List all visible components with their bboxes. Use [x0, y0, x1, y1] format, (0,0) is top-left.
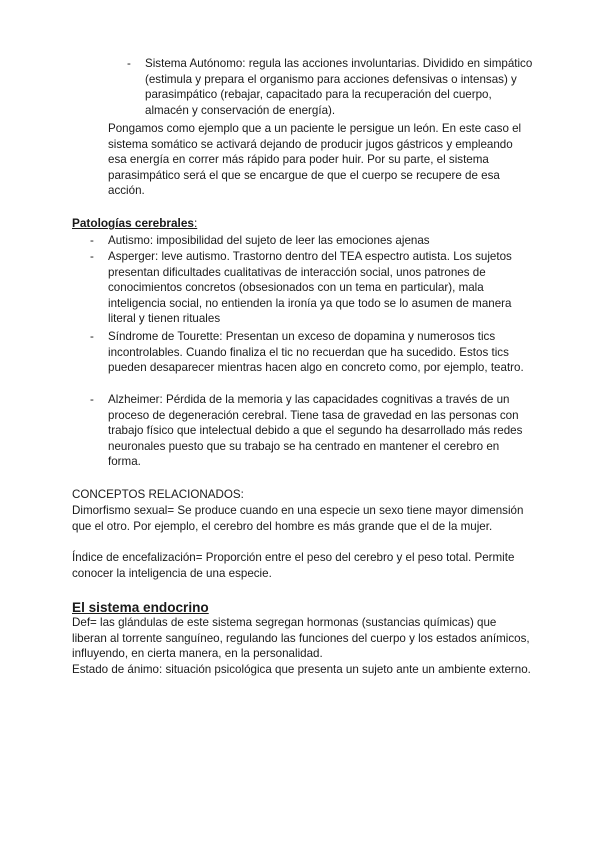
conceptos-heading: CONCEPTOS RELACIONADOS:	[72, 488, 244, 501]
endocrino-definicion: Def= las glándulas de este sistema segregan hormonas (sustancias químicas) que liberan al torrente sanguíneo, regulando las funciones del cuerpo y los estados anímicos, influyendo, en cierta manera, en la personalidad.	[72, 616, 530, 661]
list-item: Alzheimer: Pérdida de la memoria y las capacidades cognitivas a través de un proceso de degeneración cerebral. Tiene tasa de gravedad en las personas con trabajo físico que intelectual debido a que el segundo ha desarrollado más redes neuronales puesto que su trabajo se ha centrado en mantener el cerebro en forma.	[108, 393, 523, 469]
patologias-heading	[72, 216, 197, 231]
bullet-dash: -	[90, 393, 94, 406]
bullet-dash: -	[127, 57, 131, 70]
list-item: Autismo: imposibilidad del sujeto de leer las emociones ajenas	[108, 234, 430, 247]
estado-animo-paragraph: Estado de ánimo: situación psicológica que presenta un sujeto ante un ambiente externo.	[72, 663, 531, 676]
dimorfismo-paragraph: Dimorfismo sexual= Se produce cuando en una especie un sexo tiene mayor dimensión que el otro. Por ejemplo, el cerebro del hombre es más grande que el de la mujer.	[72, 504, 524, 533]
encefalizacion-paragraph: Índice de encefalización= Proporción entre el peso del cerebro y el peso total. Permite conocer la inteligencia de una especie.	[72, 551, 515, 580]
bullet-dash: -	[90, 234, 94, 247]
patologias-heading-text: Patologías cerebrales	[72, 216, 194, 230]
list-item: Síndrome de Tourette: Presentan un exceso de dopamina y numerosos tics incontrolables. Cuando finaliza el tic no recuerdan que ha sucedido. Estos tics pueden desaparecer mientras hacen algo en concreto como, por ejemplo, teatro.	[108, 330, 524, 375]
list-item: Asperger: leve autismo. Trastorno dentro del TEA espectro autista. Los sujetos presentan dificultades cualitativas de interacción social, unos patrones de conocimientos concretos (obsesionados con un tema en particular), mala inteligencia social, no entienden la ironía ya que todo se lo asumen de manera literal y tienen rituales	[108, 250, 512, 326]
patologias-heading-colon: :	[193, 216, 198, 230]
ejemplo-paragraph: Pongamos como ejemplo que a un paciente le persigue un león. En este caso el sistema somático se activará dejando de producir jugos gástricos y empleando esa energía en correr más rápido para poder huir. Por su parte, el sistema parasimpático será el que se encargue de que el cuerpo se recupere de esa acción.	[108, 122, 522, 198]
autonomo-item: Sistema Autónomo: regula las acciones involuntarias. Dividido en simpático (estimula y prepara el organismo para acciones defensivas o intensas) y parasimpático (rebajar, capacitado para la recuperación del cuerpo, almacén y conservación de energía).	[145, 57, 533, 117]
bullet-dash: -	[90, 330, 94, 343]
bullet-dash: -	[90, 250, 94, 263]
endocrino-heading: El sistema endocrino	[72, 600, 209, 615]
